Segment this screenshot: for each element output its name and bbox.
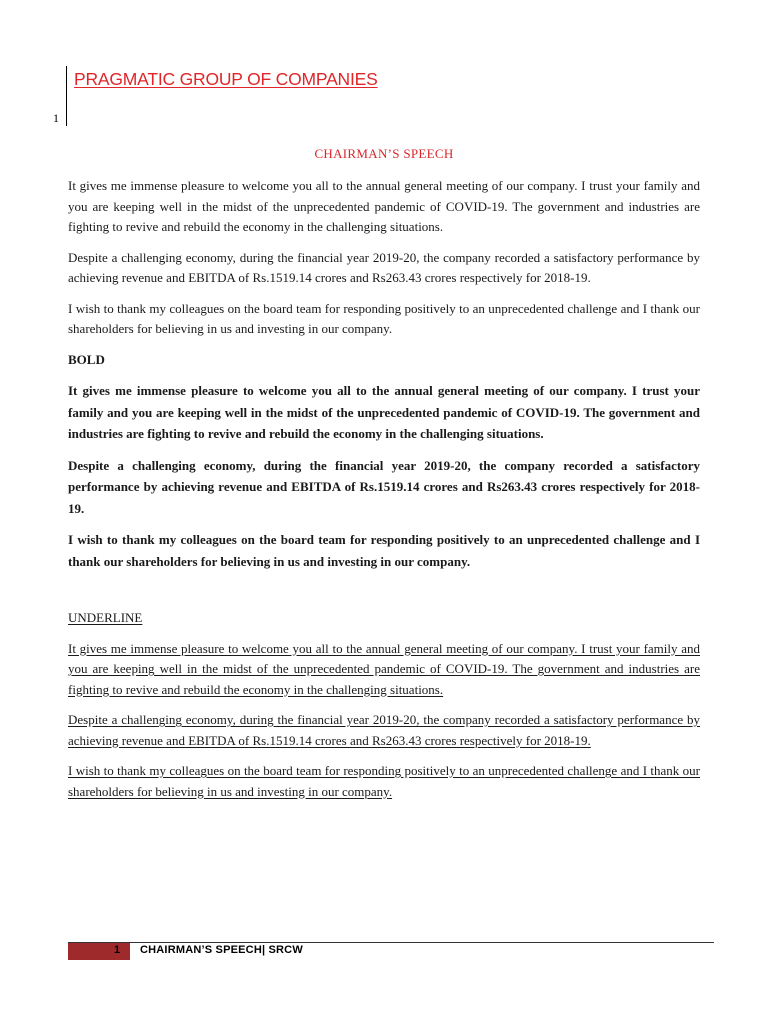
speech-title: CHAIRMAN’S SPEECH xyxy=(314,146,454,161)
bold-paragraph-3: I wish to thank my colleagues on the board team for responding positively to an unprecedented challenge and I thank our shareholders for believing in us and investing in our company. xyxy=(68,532,700,569)
bold-paragraph-1: It gives me immense pleasure to welcome you all to the annual general meeting of our company. I trust your family and you are keeping well in the midst of the unprecedented pandemic of COVID-19. The government and industries are fighting to revive and rebuild the economy in the challenging situations. xyxy=(68,383,700,441)
underline-paragraph-3: I wish to thank my colleagues on the board team for responding positively to an unprecedented challenge and I thank our shareholders for believing in us and investing in our company. xyxy=(68,763,700,799)
footer-page-number: 1 xyxy=(114,944,121,956)
underline-paragraph-2: Despite a challenging economy, during the financial year 2019-20, the company recorded a satisfactory performance by achieving revenue and EBITDA of Rs.1519.14 crores and Rs263.43 crores respectively for 2018-19. xyxy=(68,712,700,748)
normal-section xyxy=(68,176,700,340)
bold-label: BOLD xyxy=(68,351,105,367)
footer-rule xyxy=(68,942,714,943)
underline-section xyxy=(68,608,700,802)
footer-accent-block xyxy=(68,943,130,960)
bold-section xyxy=(68,350,700,573)
footer-title: CHAIRMAN’S SPEECH| SRCW xyxy=(140,944,303,956)
normal-paragraph-2: Despite a challenging economy, during the financial year 2019-20, the company recorded a satisfactory performance by achieving revenue and EBITDA of Rs.1519.14 crores and Rs263.43 crores respectively for 2018-19. xyxy=(68,249,700,285)
normal-paragraph-1: It gives me immense pleasure to welcome you all to the annual general meeting of our company. I trust your family and you are keeping well in the midst of the unprecedented pandemic of COVID-19. The government and industries are fighting to revive and rebuild the economy in the challenging situations. xyxy=(68,178,700,234)
document-body xyxy=(68,176,700,812)
underline-label: UNDERLINE xyxy=(68,610,143,625)
header-divider xyxy=(66,66,67,126)
bold-paragraph-2: Despite a challenging economy, during the financial year 2019-20, the company recorded a satisfactory performance by achieving revenue and EBITDA of Rs.1519.14 crores and Rs263.43 crores respectively for 2018-19. xyxy=(68,457,700,516)
header-page-number: 1 xyxy=(53,111,59,125)
underline-paragraph-1: It gives me immense pleasure to welcome you all to the annual general meeting of our company. I trust your family and you are keeping well in the midst of the unprecedented pandemic of COVID-19. The government and industries are fighting to revive and rebuild the economy in the challenging situations. xyxy=(68,640,700,697)
normal-paragraph-3: I wish to thank my colleagues on the board team for responding positively to an unprecedented challenge and I thank our shareholders for believing in us and investing in our company. xyxy=(68,300,700,336)
company-name: PRAGMATIC GROUP OF COMPANIES xyxy=(74,69,378,89)
